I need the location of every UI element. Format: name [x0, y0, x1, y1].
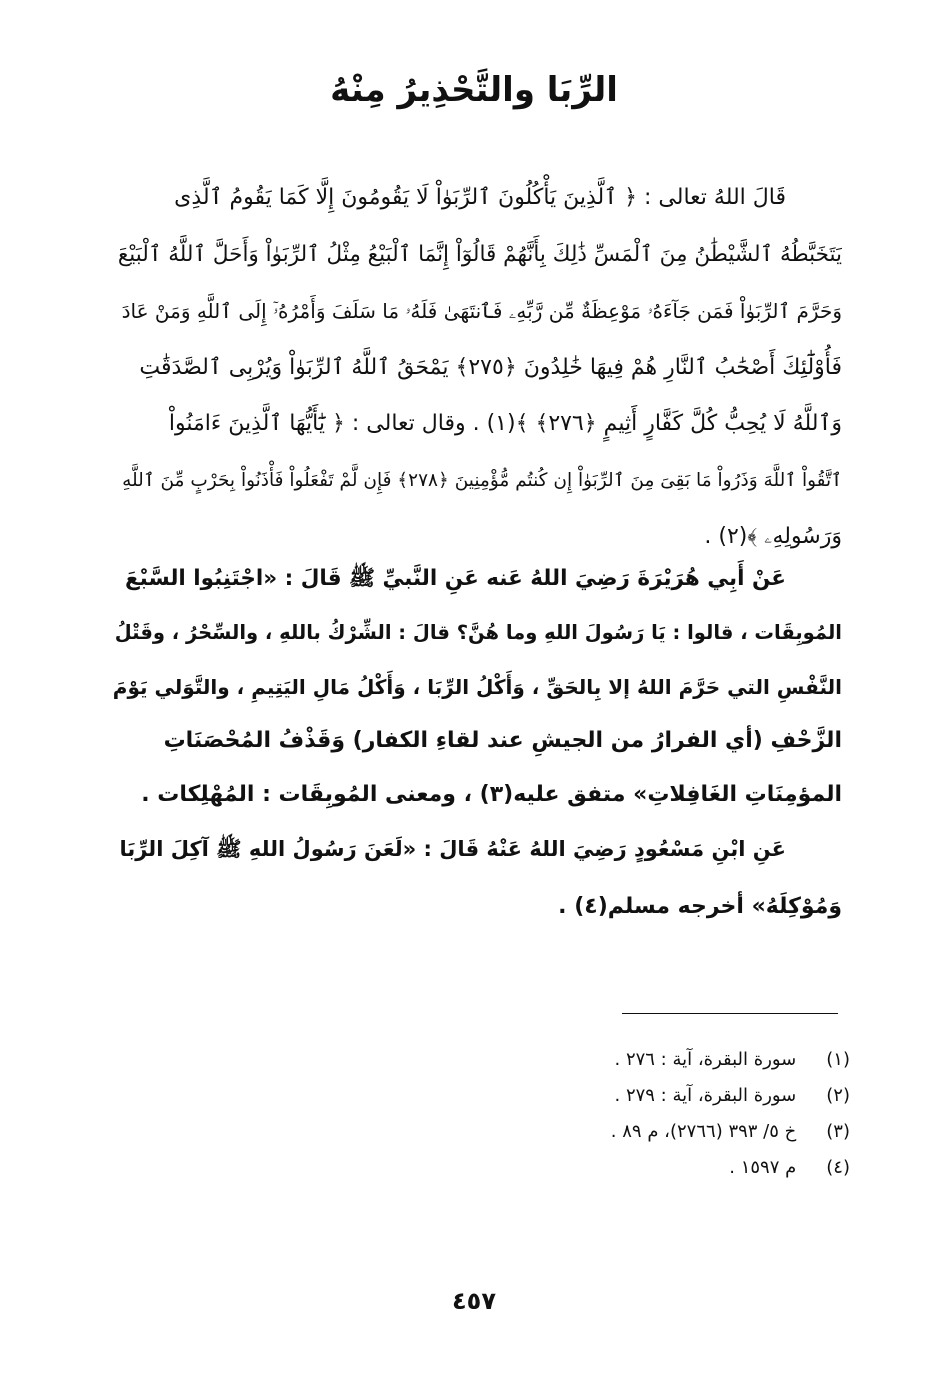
- text-line: المُوبِقَات ، قالوا : يَا رَسُولَ اللهِ وما هُنَّ؟ قالَ : الشِّرْكُ باللهِ ، والسِّحْرُ ، وقَتْلُ: [114, 621, 842, 644]
- text-line: عَنِ ابْنِ مَسْعُودٍ رَضِيَ اللهُ عَنْهُ قَالَ : «لَعَنَ رَسُولُ اللهِ ﷺ آكِلَ الرِّبَا: [119, 837, 786, 861]
- quran-passage: [112, 170, 842, 566]
- footnote-number: (١): [826, 1049, 850, 1070]
- text-line: المؤمِنَاتِ الغَافِلاتِ» متفق عليه(٣) ، ومعنى المُوبِقَات : المُهْلِكات .: [141, 782, 842, 807]
- footnote: [420, 1042, 850, 1078]
- footnote-separator: [622, 1013, 838, 1014]
- text-line: وَمُوْكِلَهُ» أخرجه مسلم(٤) .: [558, 894, 842, 919]
- footnote: [420, 1114, 850, 1150]
- text-line: فَأُوْلَٰٓئِكَ أَصْحَٰبُ ٱلنَّارِ هُمْ فِيهَا خَٰلِدُونَ ﴿٢٧٥﴾ يَمْحَقُ ٱللَّهُ ٱلرِّبَوٰاْ وَيُرْبِى ٱلصَّدَقَٰتِ: [139, 354, 842, 380]
- footnote-text: سورة البقرة، آية : ٢٧٦ .: [614, 1049, 797, 1070]
- text-line: النَّفْسِ التي حَرَّمَ اللهُ إلا بِالحَقِّ ، وَأَكْلُ الرِّبَا ، وَأَكْلُ مَالِ اليَتِيمِ ، والتَّوَلي يَوْمَ: [112, 675, 842, 699]
- text-line: وَٱللَّهُ لَا يُحِبُّ كُلَّ كَفَّارٍ أَثِيمٍ ﴿٢٧٦﴾ ﴾(١) . وقال تعالى : ﴿ يَٰٓأَيُّهَا ٱلَّذِينَ ءَامَنُواْ: [168, 411, 842, 436]
- page-number: ٤٥٧: [452, 1287, 496, 1315]
- footnote-text: خ ٥/ ٣٩٣ (٢٧٦٦)، م ٨٩ .: [610, 1121, 797, 1142]
- text-line: يَتَخَبَّطُهُ ٱلشَّيْطَٰنُ مِنَ ٱلْمَسِّ ذَٰلِكَ بِأَنَّهُمْ قَالُوٓاْ إِنَّمَا ٱلْبَيْعُ مِثْلُ ٱلرِّبَوٰاْ وَأَحَلَّ ٱللَّهُ ٱلْبَيْعَ: [117, 241, 842, 267]
- footnote: [420, 1150, 850, 1186]
- footnote-number: (٢): [826, 1085, 850, 1106]
- hadith-paragraph-2: [112, 820, 842, 936]
- footnote-text: سورة البقرة، آية : ٢٧٩ .: [614, 1085, 797, 1106]
- hadith-paragraph-1: [112, 552, 842, 822]
- footnotes: [420, 1042, 850, 1186]
- footnote: [420, 1078, 850, 1114]
- text-line: الزَّحْفِ (أي الفرارُ من الجيشِ عند لقاءِ الكفار) وَقَذْفُ المُحْصَنَاتِ: [163, 728, 842, 753]
- text-line: ٱتَّقُواْ ٱللَّهَ وَذَرُواْ مَا بَقِىَ مِنَ ٱلرِّبَوٰاْ إِن كُنتُم مُّؤْمِنِينَ ﴿٢٧٨﴾ فَإِن لَّمْ تَفْعَلُواْ فَأْذَنُواْ بِحَرْبٍ مِّنَ ٱللَّهِ: [122, 469, 842, 491]
- chapter-title: الرِّبَا والتَّحْذِيرُ مِنْهُ: [330, 70, 618, 110]
- text-line: عَنْ أَبِي هُرَيْرَةَ رَضِيَ اللهُ عَنه عَنِ النَّبيِّ ﷺ قَالَ : «اجْتَنِبُوا السَّبْعَ: [124, 566, 786, 591]
- text-line: وَرَسُولِهِۦ ﴾(٢) .: [704, 524, 842, 549]
- text-line: قَالَ اللهُ تعالى : ﴿ ٱلَّذِينَ يَأْكُلُونَ ٱلرِّبَوٰاْ لَا يَقُومُونَ إِلَّا كَمَا يَقُومُ ٱلَّذِى: [174, 185, 786, 210]
- footnote-number: (٣): [826, 1121, 850, 1142]
- footnote-text: م ١٥٩٧ .: [729, 1157, 797, 1178]
- text-line: وَحَرَّمَ ٱلرِّبَوٰاْ فَمَن جَآءَهُۥ مَوْعِظَةٌ مِّن رَّبِّهِۦ فَٱنتَهَىٰ فَلَهُۥ مَا سَلَفَ وَأَمْرُهُۥٓ إِلَى ٱللَّهِ وَمَنْ عَادَ: [121, 299, 842, 323]
- footnote-number: (٤): [826, 1157, 850, 1178]
